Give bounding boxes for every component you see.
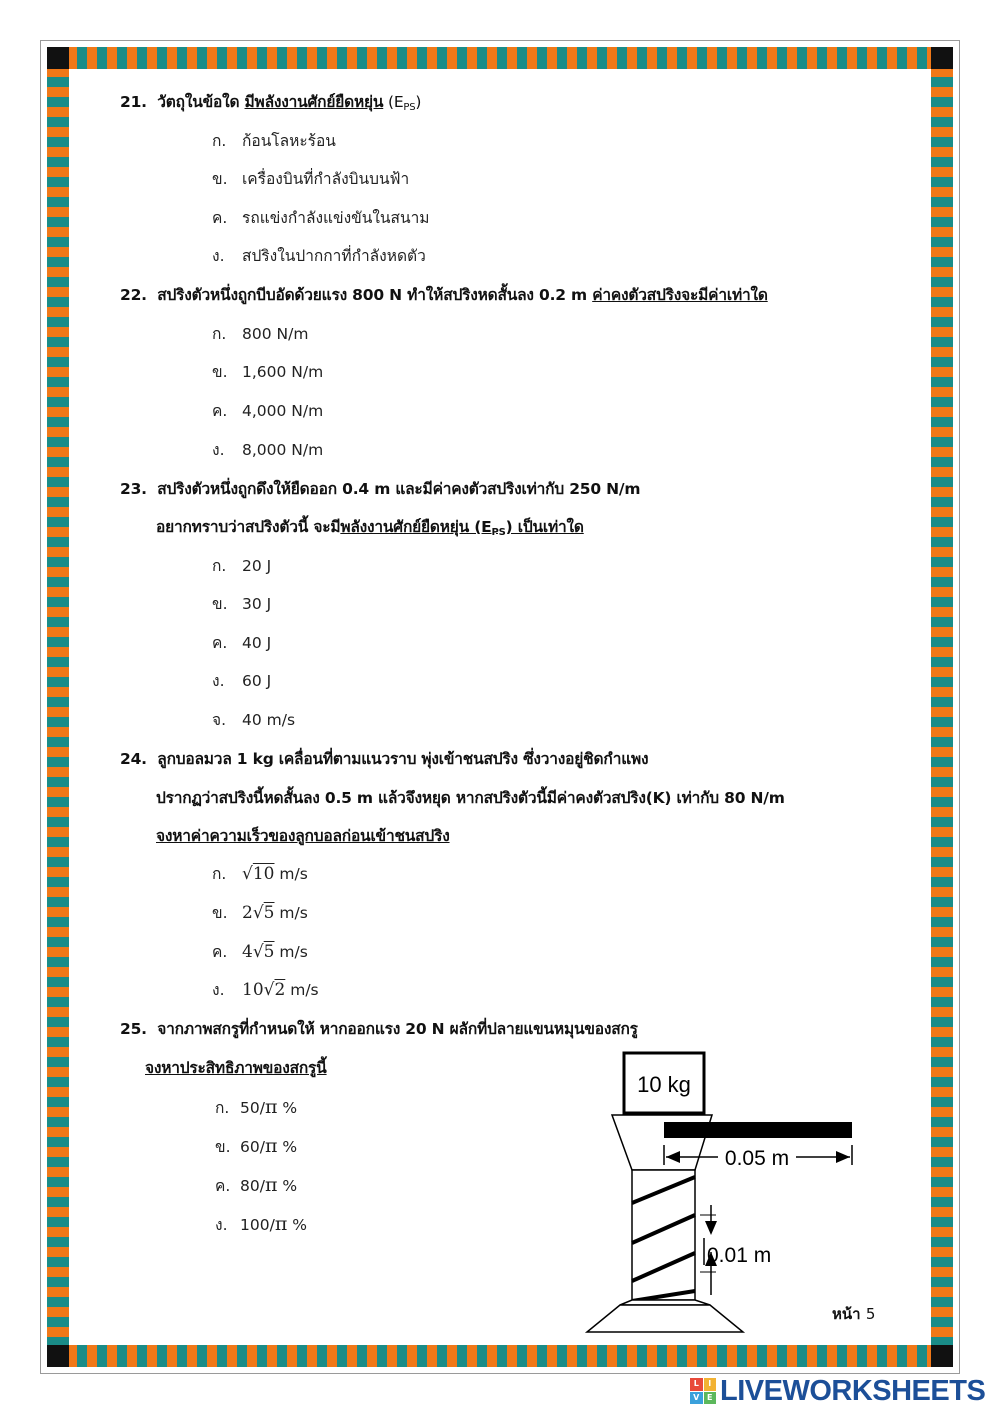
brand-watermark	[690, 1376, 985, 1406]
brand-logo-icon: L I V E	[690, 1378, 716, 1404]
option-24-b[interactable]: ข. 2√5 m/s	[212, 903, 308, 923]
border-top	[47, 47, 953, 69]
corner-tr	[931, 47, 953, 69]
question-24-line2: ปรากฏว่าสปริงนี้หดสั้นลง 0.5 m แล้วจึงหยุด หากสปริงตัวนี้มีค่าคงตัวสปริง(K) เท่ากับ 80 N/m	[156, 789, 785, 807]
option-23-e[interactable]: จ. 40 m/s	[212, 711, 296, 729]
option-25-c[interactable]: ค. 80/π %	[215, 1174, 298, 1196]
page-number: หน้า 5	[832, 1305, 876, 1323]
option-24-a[interactable]: ก. √10 m/s	[212, 864, 308, 884]
border-right	[931, 47, 953, 1367]
option-25-a[interactable]: ก. 50/π %	[215, 1096, 298, 1118]
lever-arm	[664, 1122, 852, 1138]
question-24-line1: 24. ลูกบอลมวล 1 kg เคลื่อนที่ตามแนวราบ พุ่งเข้าชนสปริง ซึ่งวางอยู่ชิดกำแพง	[120, 750, 649, 768]
question-25-line1: 25. จากภาพสกรูที่กำหนดให้ หากออกแรง 20 N ผลักที่ปลายแขนหมุนของสกรู	[120, 1020, 638, 1038]
corner-bl	[47, 1345, 69, 1367]
border-bottom	[47, 1345, 953, 1367]
corner-br	[931, 1345, 953, 1367]
jack-base	[587, 1305, 743, 1332]
option-24-d[interactable]: ง. 10√2 m/s	[212, 980, 319, 1000]
question-22: 22. สปริงตัวหนึ่งถูกบีบอัดด้วยแรง 800 N ทำให้สปริงหดสั้นลง 0.2 m ค่าคงตัวสปริงจะมีค่าเท่าใด	[120, 286, 768, 304]
pitch-label: 0.01 m	[707, 1244, 772, 1267]
option-23-c[interactable]: ค. 40 J	[212, 634, 272, 652]
option-23-d[interactable]: ง. 60 J	[212, 672, 272, 690]
option-21-c[interactable]: ค. รถแข่งกำลังแข่งขันในสนาม	[212, 209, 430, 227]
option-23-a[interactable]: ก. 20 J	[212, 557, 272, 575]
option-22-b[interactable]: ข. 1,600 N/m	[212, 363, 324, 381]
border-left	[47, 47, 69, 1367]
arm-length-label: 0.05 m	[724, 1147, 790, 1170]
option-24-c[interactable]: ค. 4√5 m/s	[212, 942, 308, 962]
option-25-d[interactable]: ง. 100/π %	[215, 1213, 307, 1235]
option-25-b[interactable]: ข. 60/π %	[215, 1135, 298, 1157]
option-21-a[interactable]: ก. ก้อนโลหะร้อน	[212, 132, 336, 150]
question-23-line1: 23. สปริงตัวหนึ่งถูกดึงให้ยืดออก 0.4 m และมีค่าคงตัวสปริงเท่ากับ 250 N/m	[120, 480, 641, 498]
question-25-line2: จงหาประสิทธิภาพของสกรูนี้	[145, 1059, 327, 1077]
brand-name: LIVEWORKSHEETS	[720, 1374, 986, 1407]
option-23-b[interactable]: ข. 30 J	[212, 595, 272, 613]
screw-jack-diagram	[580, 1045, 870, 1340]
mass-label: 10 kg	[637, 1072, 691, 1097]
option-21-b[interactable]: ข. เครื่องบินที่กำลังบินบนฟ้า	[212, 170, 410, 188]
option-22-c[interactable]: ค. 4,000 N/m	[212, 402, 324, 420]
option-22-d[interactable]: ง. 8,000 N/m	[212, 441, 324, 459]
corner-tl	[47, 47, 69, 69]
option-22-a[interactable]: ก. 800 N/m	[212, 325, 309, 343]
question-21: 21. วัตถุในข้อใด มีพลังงานศักย์ยืดหยุ่น $(E_{PS})$	[120, 93, 422, 113]
option-21-d[interactable]: ง. สปริงในปากกาที่กำลังหดตัว	[212, 247, 426, 265]
question-24-line3: จงหาค่าความเร็วของลูกบอลก่อนเข้าชนสปริง	[156, 827, 450, 845]
question-23-line2: อยากทราบว่าสปริงตัวนี้ จะมีพลังงานศักย์ยืดหยุ่น $(E_{PS})$ เป็นเท่าใด	[156, 518, 584, 538]
